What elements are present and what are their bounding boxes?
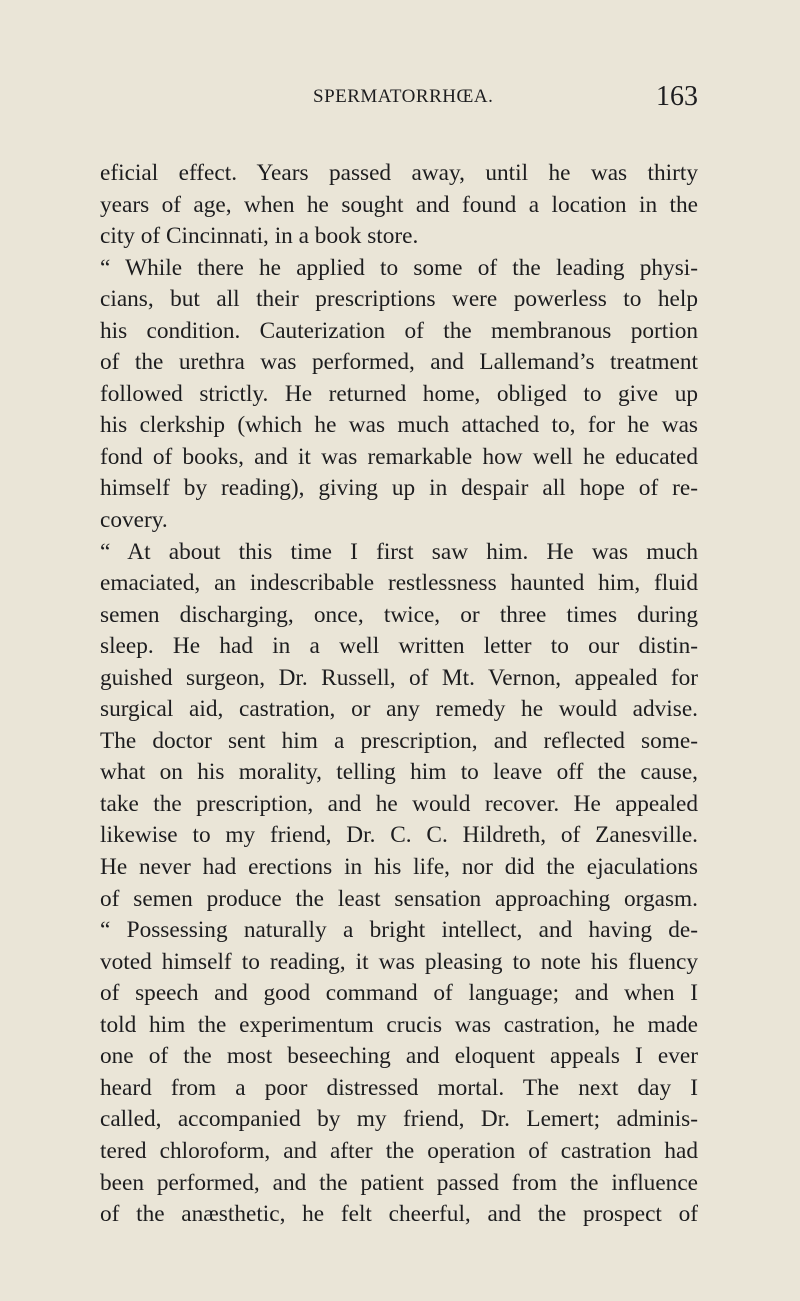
text-line: his condition. Cauterization of the membranous portion — [100, 317, 698, 344]
text-line: of speech and good command of language; and when I — [100, 980, 698, 1007]
text-line: told him the experimentum crucis was castration, he made — [100, 1011, 698, 1038]
text-line: surgical aid, castration, or any remedy he would advise. — [100, 696, 698, 723]
text-line: of the urethra was performed, and Lallemand’s treatment — [100, 349, 698, 376]
page-header — [100, 81, 700, 124]
text-line: heard from a poor distressed mortal. The next day I — [100, 1074, 698, 1101]
text-line: followed strictly. He returned home, obliged to give up — [100, 380, 698, 407]
text-line: The doctor sent him a prescription, and reflected some- — [100, 727, 698, 754]
text-line: one of the most beseeching and eloquent appeals I ever — [100, 1043, 698, 1070]
text-line: guished surgeon, Dr. Russell, of Mt. Vernon, appealed for — [100, 664, 698, 691]
text-line: covery. — [100, 507, 168, 534]
text-line: city of Cincinnati, in a book store. — [100, 223, 419, 250]
text-line: He never had erections in his life, nor did the ejaculations — [100, 854, 698, 881]
text-line: tered chloroform, and after the operation of castration had — [100, 1137, 698, 1164]
text-line: of semen produce the least sensation approaching orgasm. — [100, 885, 698, 912]
body-text — [100, 158, 698, 1231]
text-line: years of age, when he sought and found a location in the — [100, 191, 698, 218]
text-line: his clerkship (which he was much attached to, for he was — [100, 412, 698, 439]
text-line: called, accompanied by my friend, Dr. Lemert; adminis- — [100, 1106, 698, 1133]
page-number: 163 — [656, 81, 698, 112]
text-line: of the anæsthetic, he felt cheerful, and the prospect of — [100, 1201, 698, 1228]
text-line: been performed, and the patient passed from the influence — [100, 1169, 698, 1196]
text-line: eficial effect. Years passed away, until he was thirty — [100, 160, 698, 186]
text-line: sleep. He had in a well written letter to our distin- — [100, 633, 698, 660]
text-line: “ Possessing naturally a bright intellect, and having de- — [100, 917, 698, 944]
text-line: semen discharging, once, twice, or three times during — [100, 601, 698, 628]
text-line: “ At about this time I first saw him. He was much — [100, 538, 698, 565]
text-line: cians, but all their prescriptions were powerless to help — [100, 286, 698, 313]
text-line: himself by reading), giving up in despair all hope of re- — [100, 475, 698, 502]
running-head: SPERMATORRHŒA. — [313, 86, 494, 107]
text-line: what on his morality, telling him to leave off the cause, — [100, 759, 698, 786]
text-line: voted himself to reading, it was pleasing to note his fluency — [100, 948, 698, 975]
text-line: emaciated, an indescribable restlessness haunted him, fluid — [100, 570, 698, 597]
text-line: take the prescription, and he would recover. He appealed — [100, 790, 698, 817]
text-line: fond of books, and it was remarkable how well he educated — [100, 443, 698, 470]
text-line: “ While there he applied to some of the leading physi- — [100, 254, 698, 281]
text-line: likewise to my friend, Dr. C. C. Hildreth, of Zanesville. — [100, 822, 698, 849]
